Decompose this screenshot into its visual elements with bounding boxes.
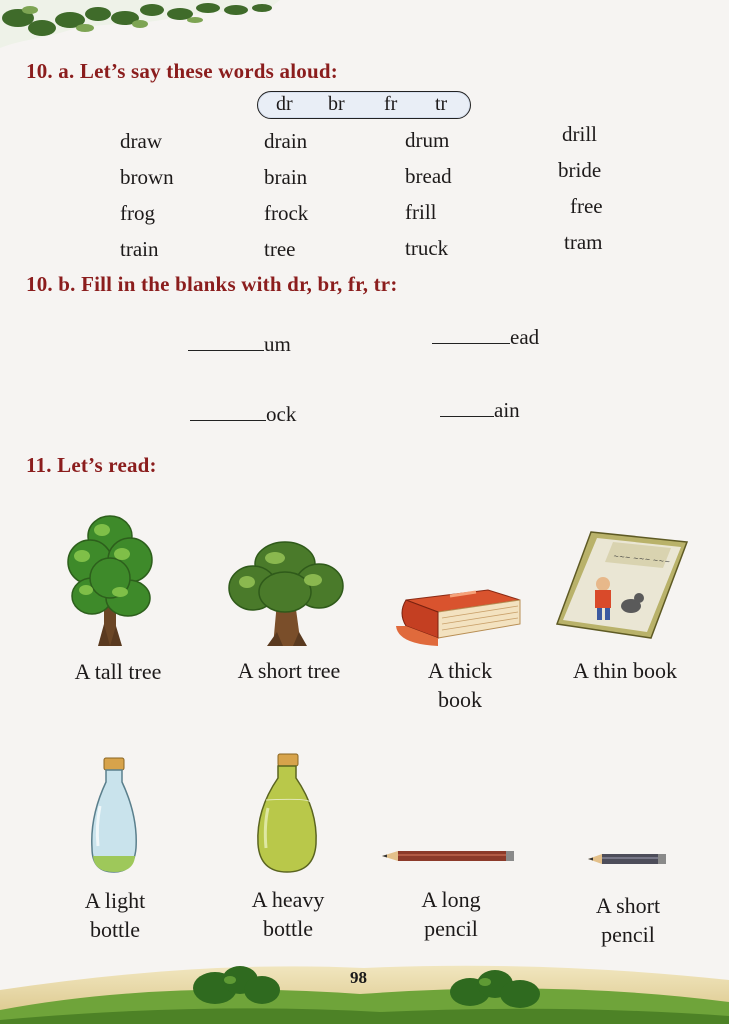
caption-line: A short [595,893,661,918]
caption-line: A heavy [251,887,325,912]
word-frill: frill [405,200,437,224]
long-pencil-icon [382,849,518,863]
blend-br: br [328,93,345,115]
blank-suffix: ead [510,325,540,349]
caption-line: pencil [424,916,478,941]
caption-thin-book: A thin book [573,658,677,683]
blank-suffix: ock [266,402,297,426]
section-10b-heading: 10. b. Fill in the blanks with dr, br, fr, tr: [26,272,398,296]
caption-long-pencil [396,885,506,943]
leaf-border-decoration [0,0,280,50]
tall-tree-icon [62,514,156,648]
word-free: free [570,194,603,218]
word-brown: brown [120,165,174,189]
short-tree-icon [227,540,345,648]
fill-blank-um[interactable] [188,330,291,357]
fill-blank-ock[interactable] [190,400,296,427]
blank-line [440,396,494,417]
caption-line: A long [421,887,481,912]
thick-book-icon [392,586,524,648]
blank-suffix: ain [494,398,520,422]
blend-dr: dr [276,93,293,115]
section-10a-heading: 10. a. Let’s say these words aloud: [26,59,338,83]
word-frog: frog [120,201,155,225]
word-bread: bread [405,164,452,188]
word-drain: drain [264,129,308,153]
blend-tr: tr [435,93,448,115]
word-tram: tram [564,230,603,254]
blank-line [432,323,510,344]
word-train: train [120,237,159,261]
short-pencil-icon [588,852,668,866]
fill-blank-ead[interactable] [432,323,539,350]
caption-short-pencil [572,891,684,949]
fill-blank-ain[interactable] [440,396,520,423]
word-draw: draw [120,129,162,153]
blank-line [188,330,264,351]
page-number: 98 [350,968,367,987]
caption-line: bottle [262,916,314,941]
caption-short-tree: A short tree [237,658,341,683]
word-drum: drum [405,128,450,152]
section-11-heading: 11. Let’s read: [26,453,157,477]
word-drill: drill [562,122,597,146]
heavy-bottle-icon [252,752,322,876]
caption-line: pencil [601,922,655,947]
caption-line: A light [84,888,146,913]
word-tree: tree [264,237,296,261]
blank-suffix: um [264,332,291,356]
light-bottle-icon [86,756,142,876]
caption-line: A thick [427,658,493,683]
word-bride: bride [558,158,602,182]
thin-book-icon [555,528,691,642]
caption-thick-book [400,656,520,714]
blank-line [190,400,266,421]
caption-heavy-bottle [228,885,348,943]
caption-light-bottle [60,886,170,944]
svg-text:~~~ ~~~ ~~~: ~~~ ~~~ ~~~ [612,552,671,566]
caption-tall-tree: A tall tree [74,659,162,684]
blend-sounds-pill [257,91,471,119]
blend-fr: fr [384,93,398,115]
caption-line: bottle [89,917,141,942]
word-truck: truck [405,236,449,260]
caption-line: book [438,687,482,712]
word-brain: brain [264,165,308,189]
word-frock: frock [264,201,309,225]
